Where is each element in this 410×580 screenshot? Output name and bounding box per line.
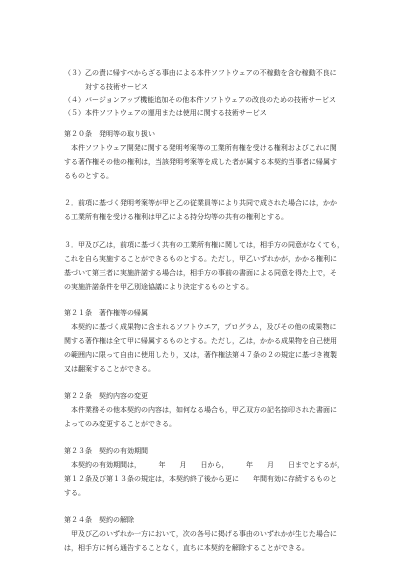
article-23-para-1-line-2: 第１２条及び第１３条の規定は，本契約終了後から更に 年間有効に存続するものと: [64, 475, 337, 483]
article-21-para-1-line-2: 関する著作権は全て甲に帰属するものとする。ただし，乙は，かかる成果物を自己使用: [64, 337, 337, 345]
article-24-para-1-line-1: 甲及び乙のいずれか一方において，次の各号に掲げる事由のいずれかが生じた場合に: [64, 530, 337, 538]
article-22-para-1-line-1: 本件業務その他本契約の内容は，如何なる場合も，甲乙双方の記名捺印された書面に: [64, 406, 337, 414]
item-3-line-2: 対する技術サービス: [64, 83, 148, 91]
article-22-para-1-line-2: よってのみ変更することができる。: [64, 420, 176, 428]
article-20-heading: 第２０条 発明等の取り扱い: [64, 130, 155, 138]
article-20-para-1-line-2: する著作権その他の権利は，当該発明考案等を成した者が属する本契約当事者に帰属す: [64, 158, 337, 166]
item-5-line-1: （５）本件ソフトウェアの運用または使用に関する技術サービス: [64, 109, 267, 117]
article-20-para-3-line-4: の実施許諾条件を甲乙別途協議により決定するものとする。: [64, 283, 253, 291]
article-20-para-3-line-2: これを自ら実施することができるものとする。ただし，甲乙いずれかが，かかる権利に: [64, 255, 337, 263]
article-20-para-3-line-1: ３．甲及び乙は，前項に基づく共有の工業所有権に関しては，相手方の同意がなくても，: [64, 241, 344, 249]
article-23-heading: 第２３条 契約の有効期間: [64, 447, 148, 455]
article-21-heading: 第２１条 著作権等の帰属: [64, 309, 148, 317]
article-21-para-1-line-1: 本契約に基づく成果物に含まれるソフトウエア，プログラム，及びその他の成果物に: [64, 323, 337, 331]
article-23-para-1-line-1: 本契約の有効期間は， 年 月 日から， 年 月 日までとするが，: [64, 461, 344, 469]
article-24-para-1-line-2: は，相手方に何ら通告することなく，直ちに本契約を解除することができる。: [64, 544, 309, 552]
article-21-para-1-line-3: の範囲内に限って自由に使用したり，又は，著作権法第４７条の２の規定に基づき複製: [64, 351, 337, 359]
article-20-para-1-line-3: るものとする。: [64, 172, 113, 180]
item-3-line-1: （３）乙の責に帰すべからざる事由による本件ソフトウェアの不稼動を含む稼動不良に: [64, 69, 337, 77]
article-23-para-1-line-3: する。: [64, 489, 85, 497]
article-20-para-2-line-1: ２．前項に基づく発明考案等が甲と乙の従業員等により共同で成された場合には，かか: [64, 199, 337, 207]
article-20-para-1-line-1: 本件ソフトウェア開発に関する発明考案等の工業所有権を受ける権利およびこれに関: [64, 144, 337, 152]
item-4-line-1: （４）バージョンアップ機能追加その他本件ソフトウェアの改良のための技術サービス: [64, 96, 336, 104]
article-24-heading: 第２４条 契約の解除: [64, 516, 134, 524]
article-21-para-1-line-4: 又は翻案することができる。: [64, 365, 155, 373]
article-20-para-3-line-3: 基づいて第三者に実施許諾する場合は，相手方の事前の書面による同意を得た上で，そ: [64, 269, 337, 277]
article-20-para-2-line-2: る工業所有権を受ける権利は甲乙による持分均等の共有の権利とする。: [64, 213, 288, 221]
article-22-heading: 第２２条 契約内容の変更: [64, 392, 148, 400]
